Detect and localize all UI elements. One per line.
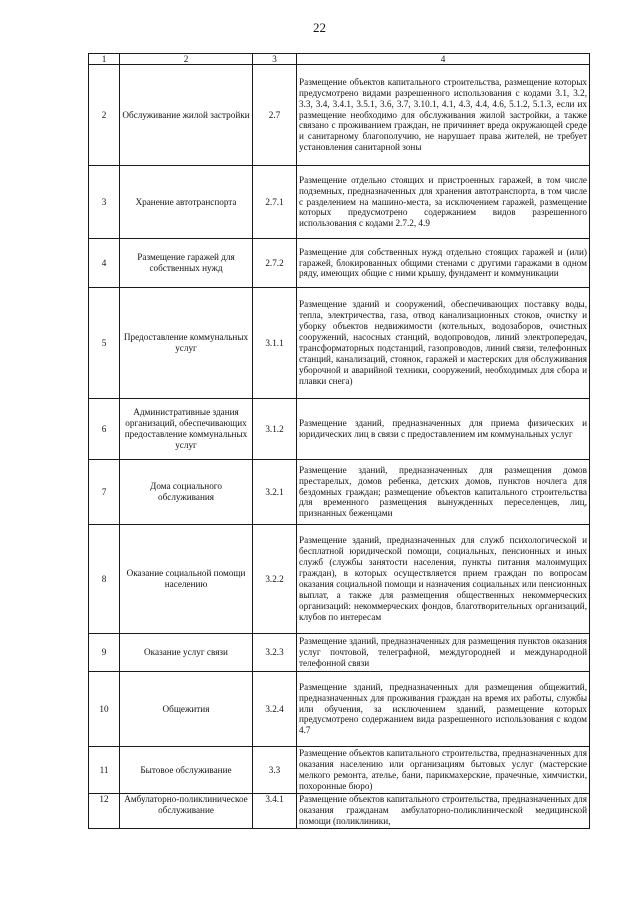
land-use-name: Амбулаторно-поликлиническое обслуживание (120, 794, 253, 829)
land-use-code: 2.7.2 (253, 239, 297, 288)
land-use-description: Размещение зданий и сооружений, обеспечивающих поставку воды, тепла, электричества, газа, отвод канализационных стоков, очистку и уборку объектов недвижимости (котельных, водозаборов, очистных сооружений, насосных станций, водопроводов, линий электропередач, трансформаторных подстанций, газопроводов, линий связи, телефонных станций, канализаций, стоянок, гаражей и мастерских для обслуживания уборочной и аварийной техники, сооружений, необходимых для сбора и плавки снега) (297, 288, 590, 399)
land-use-name: Обслуживание жилой застройки (120, 65, 253, 166)
land-use-name: Предоставление коммунальных услуг (120, 288, 253, 399)
table-row (89, 460, 590, 525)
land-use-name: Размещение гаражей для собственных нужд (120, 239, 253, 288)
table-header-row (89, 54, 590, 65)
land-use-name: Бытовое обслуживание (120, 747, 253, 794)
header-col-4: 4 (297, 54, 590, 65)
land-use-description: Размещение зданий, предназначенных для размещения домов престарелых, домов ребенка, детских домов, пунктов ночлега для бездомных граждан; размещение объектов капитального строительства для временного размещения вынужденных переселенцев, лиц, признанных беженцами (297, 460, 590, 525)
land-use-description: Размещение зданий, предназначенных для служб психологической и бесплатной юридической помощи, социальных, пенсионных и иных служб (службы занятости населения, пункты питания малоимущих граждан), в которых осуществляется прием граждан по вопросам оказания социальной помощи и назначения социальных или пенсионных выплат, а также для размещения общественных некоммерческих организаций: некоммерческих фондов, благотворительных организаций, клубов по интересам (297, 525, 590, 634)
table-row (89, 288, 590, 399)
table-row (89, 166, 590, 239)
header-col-2: 2 (120, 54, 253, 65)
row-number: 8 (89, 525, 120, 634)
header-col-1: 1 (89, 54, 120, 65)
row-number: 6 (89, 399, 120, 460)
land-use-description: Размещение зданий, предназначенных для приема физических и юридических лиц в связи с предоставлением им коммунальных услуг (297, 399, 590, 460)
land-use-name: Административные здания организаций, обеспечивающих предоставление коммунальных услуг (120, 399, 253, 460)
land-use-code: 3.4.1 (253, 794, 297, 829)
land-use-code: 3.1.2 (253, 399, 297, 460)
land-use-description: Размещение объектов капитального строительства, размещение которых предусмотрено видами разрешенного использования с кодами 3.1, 3.2, 3.3, 3.4, 3.4.1, 3.5.1, 3.6, 3.7, 3.10.1, 4.1, 4.3, 4.4, 4.6, 5.1.2, 5.1.3, если их размещение необходимо для обслуживания жилой застройки, а также связано с проживанием граждан, не причиняет вреда окружающей среде и санитарному благополучию, не нарушает права жителей, не требует установления санитарной зоны (297, 65, 590, 166)
row-number: 11 (89, 747, 120, 794)
row-number: 9 (89, 634, 120, 672)
land-use-description: Размещение зданий, предназначенных для размещения пунктов оказания услуг почтовой, телеграфной, междугородней и международной телефонной связи (297, 634, 590, 672)
land-use-code: 3.3 (253, 747, 297, 794)
table-row (89, 239, 590, 288)
row-number: 7 (89, 460, 120, 525)
land-use-description: Размещение зданий, предназначенных для размещения общежитий, предназначенных для проживания граждан на время их работы, службы или обучения, за исключением зданий, размещение которых предусмотрено содержанием вида разрешенного использования с кодом 4.7 (297, 672, 590, 747)
land-use-description: Размещение объектов капитального строительства, предназначенных для оказания гражданам амбулаторно-поликлинической медицинской помощи (поликлиники, (297, 794, 590, 829)
row-number: 12 (89, 794, 120, 829)
land-use-code: 3.1.1 (253, 288, 297, 399)
table-row (89, 672, 590, 747)
land-use-description: Размещение отдельно стоящих и пристроенных гаражей, в том числе подземных, предназначенных для хранения автотранспорта, в том числе с разделением на машино-места, за исключением гаражей, размещение которых предусмотрено содержанием видов разрешенного использования с кодами 2.7.2, 4.9 (297, 166, 590, 239)
table-row (89, 747, 590, 794)
land-use-code: 3.2.1 (253, 460, 297, 525)
land-use-code: 2.7 (253, 65, 297, 166)
land-use-description: Размещение для собственных нужд отдельно стоящих гаражей и (или) гаражей, блокированных общими стенами с другими гаражами в одном ряду, имеющих общие с ними крышу, фундамент и коммуникации (297, 239, 590, 288)
row-number: 4 (89, 239, 120, 288)
row-number: 5 (89, 288, 120, 399)
row-number: 3 (89, 166, 120, 239)
land-use-name: Оказание социальной помощи населению (120, 525, 253, 634)
table-row (89, 399, 590, 460)
row-number: 10 (89, 672, 120, 747)
land-use-code: 3.2.2 (253, 525, 297, 634)
land-use-code: 3.2.4 (253, 672, 297, 747)
land-use-code: 2.7.1 (253, 166, 297, 239)
land-use-description: Размещение объектов капитального строительства, предназначенных для оказания населению или организациям бытовых услуг (мастерские мелкого ремонта, ателье, бани, парикмахерские, прачечные, химчистки, похоронные бюро) (297, 747, 590, 794)
land-use-name: Хранение автотранспорта (120, 166, 253, 239)
header-col-3: 3 (253, 54, 297, 65)
page-number: 22 (313, 20, 326, 35)
table-row (89, 634, 590, 672)
table-row (89, 794, 590, 829)
table-row (89, 525, 590, 634)
row-number: 2 (89, 65, 120, 166)
table-row (89, 65, 590, 166)
land-use-name: Общежития (120, 672, 253, 747)
land-use-name: Оказание услуг связи (120, 634, 253, 672)
land-use-table (88, 53, 590, 829)
land-use-code: 3.2.3 (253, 634, 297, 672)
land-use-name: Дома социального обслуживания (120, 460, 253, 525)
